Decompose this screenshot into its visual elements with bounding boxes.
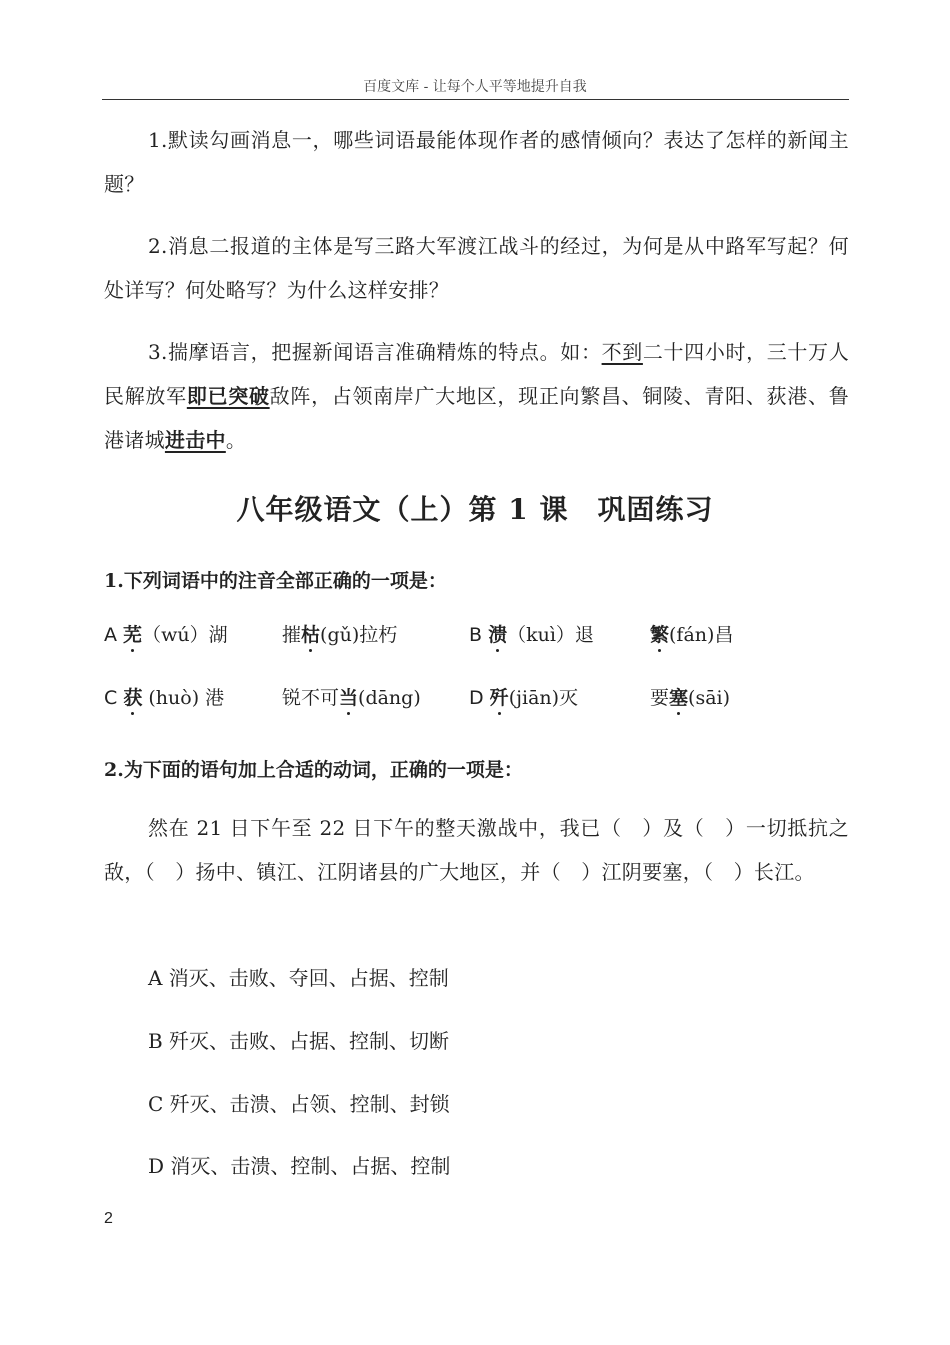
word-prefix: 锐不可 <box>282 687 340 709</box>
q3-underline-2: 即已突破 <box>186 384 270 408</box>
answer-choice-c: C 歼灭、击溃、占领、控制、封锁 <box>148 1092 450 1116</box>
word-prefix: 摧 <box>282 624 302 646</box>
section-title: 八年级语文（上）第 1 课 巩固练习 <box>236 493 714 526</box>
pinyin-text: (huò) 港 <box>142 687 225 709</box>
pinyin-text: (dāng) <box>358 687 421 709</box>
q3-text-b: 二十四小时，三十万人民解放军 <box>104 340 850 408</box>
q3-underline-1: 不到 <box>601 340 643 364</box>
option-d-label: D <box>469 687 490 709</box>
exercise-2-question: 2.为下面的语句加上合适的动词，正确的一项是： <box>104 759 523 781</box>
dotted-char: 枯 <box>301 620 320 647</box>
page-number: 2 <box>104 1210 113 1227</box>
question-2: 2.消息二报道的主体是写三路大军渡江战斗的经过，为何是从中路军写起？何处详写？何处略写？为什么这样安排？ <box>104 234 849 302</box>
pinyin-text: (gǔ)拉朽 <box>320 624 398 646</box>
word-prefix: 要 <box>650 687 670 709</box>
answer-choice-b: B 歼灭、击败、占据、控制、切断 <box>148 1029 450 1053</box>
q3-text-a: 3.揣摩语言，把握新闻语言准确精炼的特点。如： <box>148 340 602 364</box>
option-c-1 <box>104 683 224 710</box>
dotted-char: 芜 <box>123 620 142 647</box>
exercise-1-question: 1.下列词语中的注音全部正确的一项是： <box>104 570 447 592</box>
pinyin-text: （wú）湖 <box>142 624 228 646</box>
pinyin-text: (fán)昌 <box>669 624 734 646</box>
dotted-char: 繁 <box>650 620 669 647</box>
dotted-char: 塞 <box>669 683 688 710</box>
option-a-1 <box>104 620 228 647</box>
dotted-char: 获 <box>123 683 142 710</box>
answer-choice-d: D 消灭、击溃、控制、占据、控制 <box>148 1154 451 1178</box>
question-1: 1.默读勾画消息一，哪些词语最能体现作者的感情倾向？表达了怎样的新闻主题？ <box>104 128 849 196</box>
q3-underline-3: 进击中 <box>164 428 226 452</box>
option-d-2 <box>650 683 730 710</box>
option-b-1 <box>469 620 594 647</box>
option-d-1 <box>469 683 578 710</box>
option-c-label: C <box>104 687 124 709</box>
question-3 <box>104 330 849 462</box>
option-b-label: B <box>469 624 489 646</box>
pinyin-text: (jiān)灭 <box>508 687 579 709</box>
dotted-char: 当 <box>339 683 358 710</box>
option-a-label: A <box>104 624 124 646</box>
answer-choice-a: A 消灭、击败、夺回、占据、控制 <box>148 966 449 990</box>
dotted-char: 溃 <box>488 620 507 647</box>
option-c-2 <box>282 683 421 710</box>
q3-text-c: 敌阵，占领南岸广大地区，现正向繁昌、铜陵、青阳、荻港、鲁港诸城 <box>104 384 850 452</box>
q3-text-d: 。 <box>225 428 247 452</box>
option-a-2 <box>282 620 397 647</box>
pinyin-text: （kuì）退 <box>507 624 594 646</box>
pinyin-text: (sāi) <box>688 687 731 709</box>
exercise-2-passage: 然在 21 日下午至 22 日下午的整天激战中，我已（ ）及（ ）一切抵抗之敌，（ ）扬中、镇江、江阴诸县的广大地区，并（ ）江阴要塞，（ ）长江。 <box>104 816 849 884</box>
option-b-2 <box>650 620 733 647</box>
dotted-char: 歼 <box>490 683 509 710</box>
header-rule <box>102 99 849 100</box>
page-header: 百度文库 - 让每个人平等地提升自我 <box>363 79 587 95</box>
